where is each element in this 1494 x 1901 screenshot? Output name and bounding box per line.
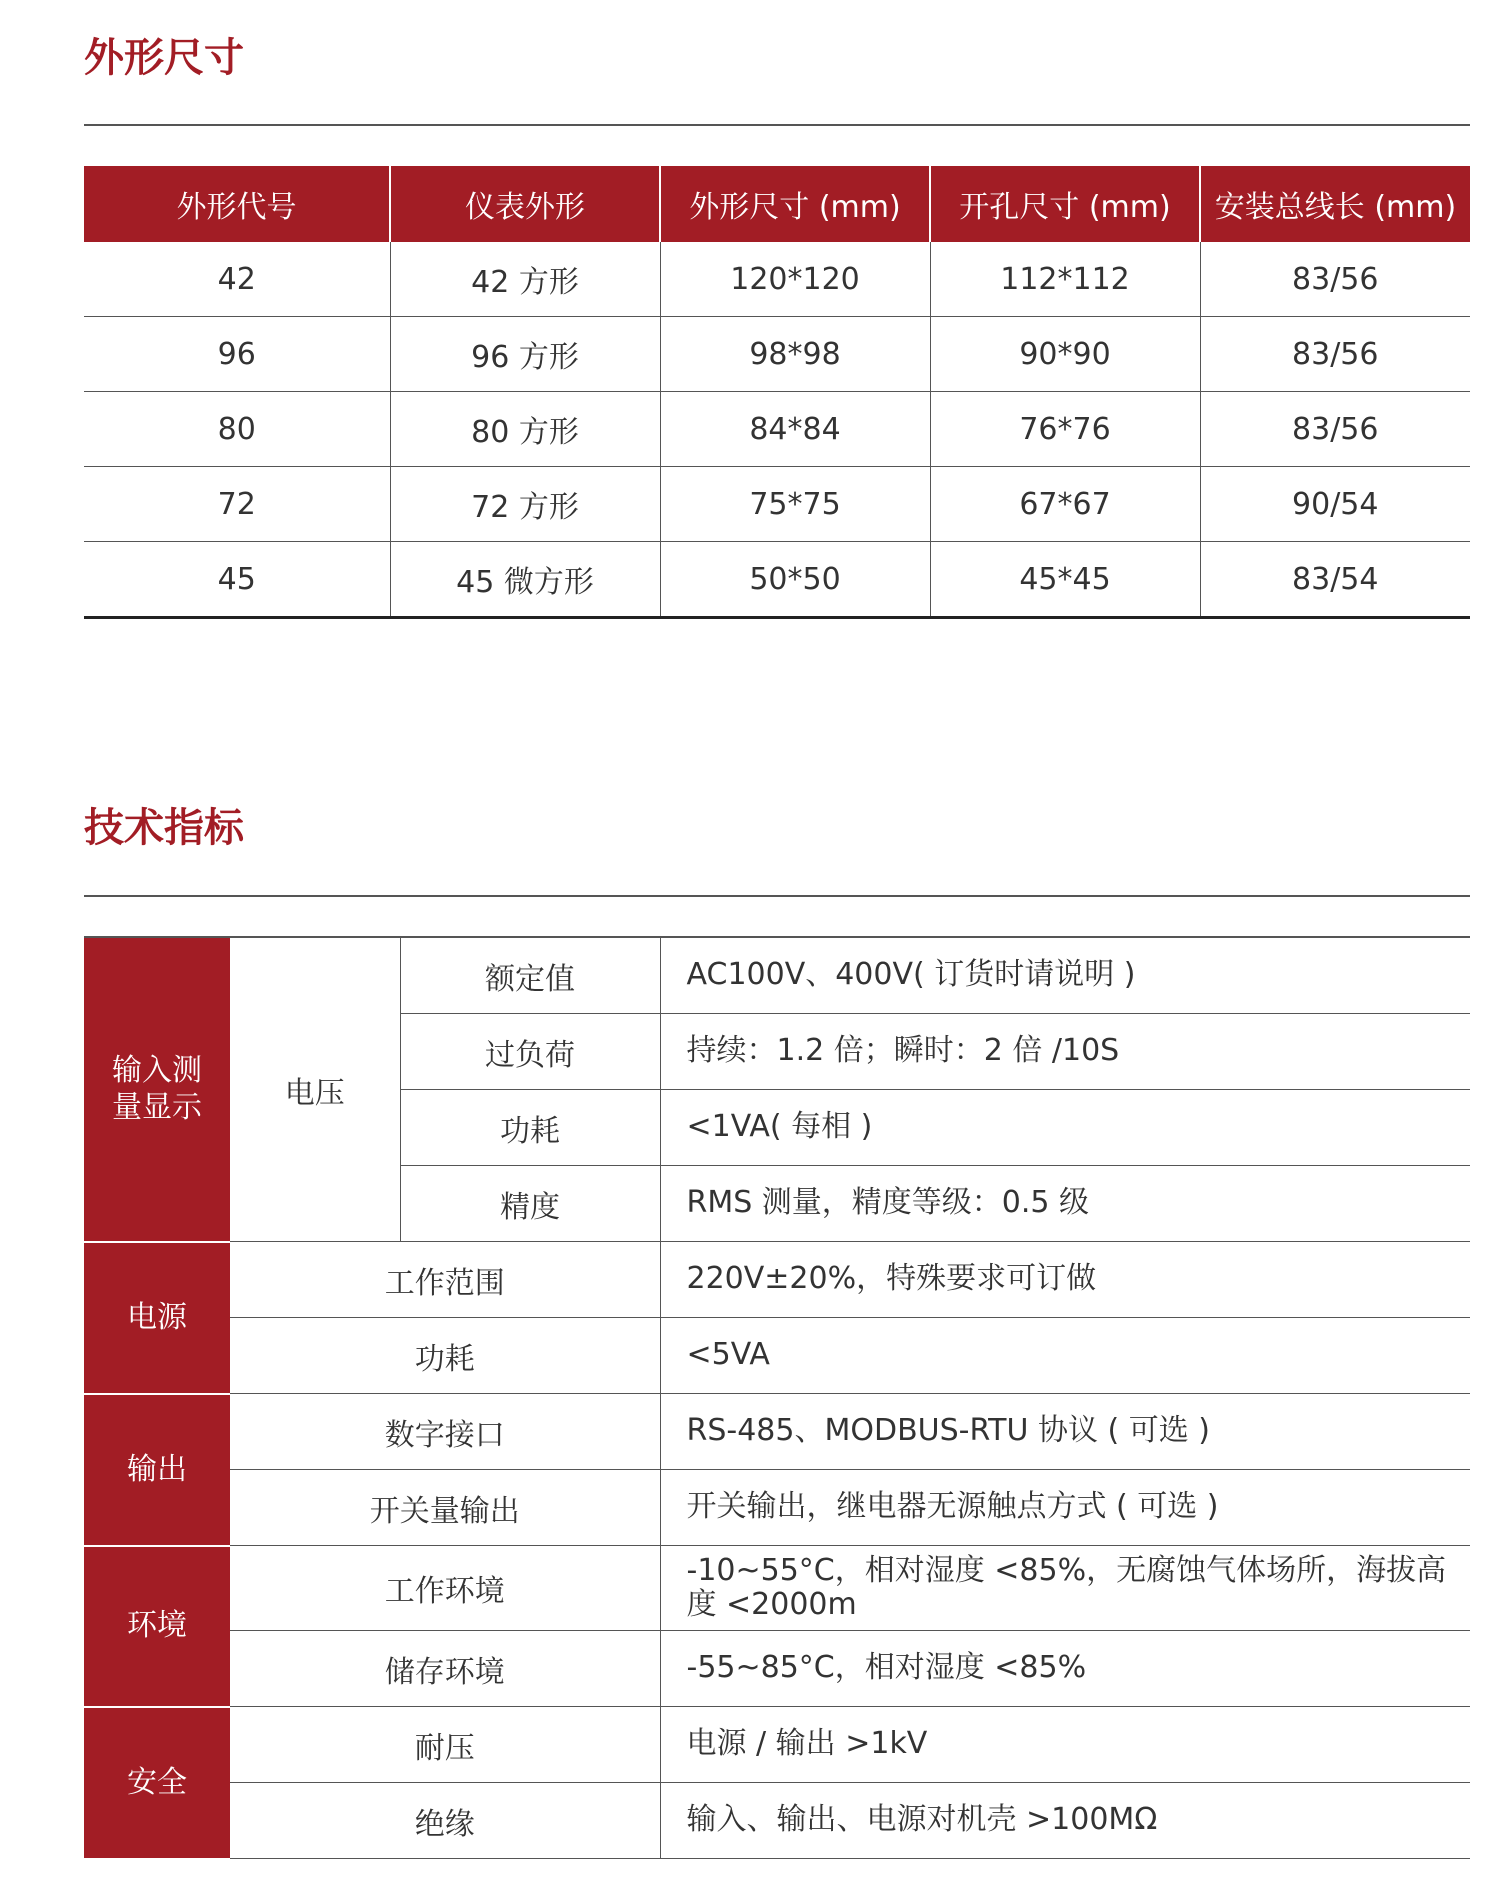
spec-value: AC100V、400V( 订货时请说明 ) xyxy=(660,937,1470,1014)
spec-value: 220V±20%，特殊要求可订做 xyxy=(660,1242,1470,1318)
spec-name: 储存环境 xyxy=(230,1631,660,1707)
header-install-length: 安装总线长 (mm) xyxy=(1200,166,1470,242)
spec-value: -10~55°C，相对湿度 <85%，无腐蚀气体场所，海拔高度 <2000m xyxy=(660,1546,1470,1631)
spec-value: 开关输出，继电器无源触点方式 ( 可选 ) xyxy=(660,1470,1470,1546)
spec-name: 工作范围 xyxy=(230,1242,660,1318)
spec-name: 功耗 xyxy=(230,1318,660,1394)
header-code: 外形代号 xyxy=(84,166,390,242)
cell-outer-size: 84*84 xyxy=(660,392,930,467)
specs-table xyxy=(84,936,1470,1860)
spec-value: -55~85°C，相对湿度 <85% xyxy=(660,1631,1470,1707)
dimensions-table xyxy=(84,166,1470,619)
table-row xyxy=(84,1546,1470,1631)
cell-install-length: 83/54 xyxy=(1200,542,1470,618)
specs-title: 技术指标 xyxy=(84,805,244,851)
cell-shape: 45 微方形 xyxy=(390,542,660,618)
cell-install-length: 83/56 xyxy=(1200,317,1470,392)
cell-cutout-size: 112*112 xyxy=(930,242,1200,317)
category-output: 输出 xyxy=(84,1394,230,1546)
table-header-row xyxy=(84,166,1470,242)
dimensions-title: 外形尺寸 xyxy=(84,35,244,81)
spec-name: 数字接口 xyxy=(230,1394,660,1470)
cell-code: 96 xyxy=(84,317,390,392)
header-shape: 仪表外形 xyxy=(390,166,660,242)
table-row xyxy=(84,542,1470,618)
spec-name: 精度 xyxy=(400,1166,660,1242)
category-input xyxy=(84,937,230,1242)
cell-cutout-size: 76*76 xyxy=(930,392,1200,467)
cell-outer-size: 98*98 xyxy=(660,317,930,392)
table-row xyxy=(84,1242,1470,1318)
cell-outer-size: 120*120 xyxy=(660,242,930,317)
category-environment: 环境 xyxy=(84,1546,230,1707)
specs-rule xyxy=(84,895,1470,897)
category-power: 电源 xyxy=(84,1242,230,1394)
table-row xyxy=(84,242,1470,317)
cell-shape: 96 方形 xyxy=(390,317,660,392)
table-row xyxy=(84,392,1470,467)
table-row xyxy=(84,317,1470,392)
cell-shape: 42 方形 xyxy=(390,242,660,317)
table-row xyxy=(84,467,1470,542)
table-row xyxy=(84,1470,1470,1546)
dimensions-rule xyxy=(84,124,1470,126)
cell-code: 45 xyxy=(84,542,390,618)
cell-code: 42 xyxy=(84,242,390,317)
spec-value: RMS 测量，精度等级：0.5 级 xyxy=(660,1166,1470,1242)
cell-outer-size: 75*75 xyxy=(660,467,930,542)
table-row xyxy=(84,1394,1470,1470)
cell-cutout-size: 90*90 xyxy=(930,317,1200,392)
table-row xyxy=(84,937,1470,1014)
spec-value: <5VA xyxy=(660,1318,1470,1394)
cell-cutout-size: 45*45 xyxy=(930,542,1200,618)
spec-name: 工作环境 xyxy=(230,1546,660,1631)
category-input-label: 输入测量显示 xyxy=(112,1052,202,1126)
table-row xyxy=(84,1318,1470,1394)
table-row xyxy=(84,1631,1470,1707)
spec-name: 额定值 xyxy=(400,937,660,1014)
spec-name: 绝缘 xyxy=(230,1783,660,1859)
cell-install-length: 83/56 xyxy=(1200,392,1470,467)
cell-cutout-size: 67*67 xyxy=(930,467,1200,542)
spec-name: 开关量输出 xyxy=(230,1470,660,1546)
table-row xyxy=(84,1783,1470,1859)
spec-value: 电源 / 输出 >1kV xyxy=(660,1707,1470,1783)
spec-name: 耐压 xyxy=(230,1707,660,1783)
cell-install-length: 90/54 xyxy=(1200,467,1470,542)
cell-outer-size: 50*50 xyxy=(660,542,930,618)
cell-code: 72 xyxy=(84,467,390,542)
spec-value: RS-485、MODBUS-RTU 协议 ( 可选 ) xyxy=(660,1394,1470,1470)
cell-shape: 80 方形 xyxy=(390,392,660,467)
spec-name: 过负荷 xyxy=(400,1014,660,1090)
header-outer-size: 外形尺寸 (mm) xyxy=(660,166,930,242)
spec-value: 持续：1.2 倍；瞬时：2 倍 /10S xyxy=(660,1014,1470,1090)
cell-code: 80 xyxy=(84,392,390,467)
spec-value: <1VA( 每相 ) xyxy=(660,1090,1470,1166)
table-row xyxy=(84,1707,1470,1783)
spec-name: 功耗 xyxy=(400,1090,660,1166)
category-safety: 安全 xyxy=(84,1707,230,1859)
header-cutout-size: 开孔尺寸 (mm) xyxy=(930,166,1200,242)
spec-value: 输入、输出、电源对机壳 >100MΩ xyxy=(660,1783,1470,1859)
cell-install-length: 83/56 xyxy=(1200,242,1470,317)
cell-shape: 72 方形 xyxy=(390,467,660,542)
subcategory-voltage: 电压 xyxy=(230,937,400,1242)
